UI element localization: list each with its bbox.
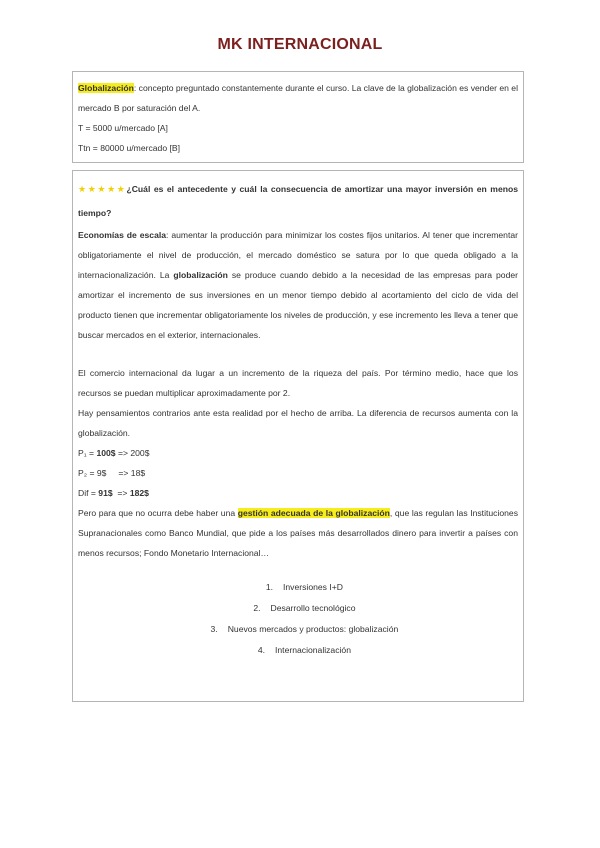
line-ttn: Ttn = 80000 u/mercado [B] bbox=[78, 143, 180, 153]
contrary-paragraph: Hay pensamientos contrarios ante esta realidad por el hecho de arriba. La diferencia de recursos aumenta con la globalización. bbox=[78, 408, 518, 438]
management-text-a: Pero para que no ocurra debe haber una bbox=[78, 508, 238, 518]
dif-result: 182$ bbox=[129, 488, 149, 498]
definition-text: : concepto preguntado constantemente durante el curso. La clave de la globalización es vender en el mercado B por saturación del A. bbox=[78, 83, 518, 113]
star-rating-icon: ★★★★★ bbox=[78, 184, 127, 194]
p1-line bbox=[78, 443, 518, 463]
trade-paragraph: El comercio internacional da lugar a un incremento de la riqueza del país. Por término medio, hace que los recursos se puedan multiplicar aproximadamente por 2. bbox=[78, 368, 518, 398]
list-item: 1. Inversiones I+D bbox=[265, 582, 343, 592]
dif-value: 91$ bbox=[98, 488, 113, 498]
definition-box bbox=[72, 71, 524, 163]
globalization-bold: globalización bbox=[173, 270, 228, 280]
p1-result: => 200$ bbox=[115, 448, 150, 458]
economies-term: Economías de escala bbox=[78, 230, 167, 240]
page-title: MK INTERNACIONAL bbox=[217, 36, 383, 53]
line-t: T = 5000 u/mercado [A] bbox=[78, 123, 168, 133]
management-text-b: , que las regulan las Instituciones Supranacionales como Banco Mundial, que pide a los países más desarrollados dinero para invertir a países con menos recursos; Fondo Monetario Internacional… bbox=[78, 508, 518, 558]
list-item: 4. Internacionalización bbox=[257, 645, 351, 655]
p2-line: P₂ = 9$ => 18$ bbox=[78, 468, 146, 478]
dif-line bbox=[78, 483, 518, 503]
management-highlight: gestión adecuada de la globalización bbox=[237, 508, 390, 518]
question-box bbox=[72, 170, 524, 702]
question-text: ¿Cuál es el antecedente y cuál la consecuencia de amortizar una mayor inversión en menos tiempo? bbox=[78, 184, 518, 218]
list-item: 2. Desarrollo tecnológico bbox=[253, 603, 356, 613]
management-paragraph bbox=[78, 503, 518, 563]
dif-arrow: => bbox=[112, 488, 130, 498]
p1-value: 100$ bbox=[96, 448, 116, 458]
p1-label: P₁ = bbox=[78, 448, 97, 458]
economies-paragraph bbox=[78, 225, 518, 345]
globalization-term: Globalización bbox=[78, 83, 134, 93]
economies-text-a: : aumentar la producción para minimizar los costes fijos unitarios. Al tener que incrementar obligatoriamente el nivel de producción, el mercado doméstico se satura por lo que queda obligado a la internacionalización. La bbox=[78, 230, 518, 280]
globalization-definition bbox=[78, 78, 518, 118]
question bbox=[78, 177, 518, 225]
dif-label: Dif = bbox=[78, 488, 99, 498]
list-item: 3. Nuevos mercados y productos: globalización bbox=[210, 624, 399, 634]
economies-text-b: se produce cuando debido a la necesidad de las empresas para poder amortizar el incremento de sus inversiones en un menor tiempo debido al acortamiento del ciclo de vida del producto tienen que incrementar obligatoriamente los niveles de producción, y ese incremento les lleva a tener que buscar mercados en el exterior, internacionales. bbox=[78, 270, 519, 340]
steps-list bbox=[78, 577, 518, 661]
